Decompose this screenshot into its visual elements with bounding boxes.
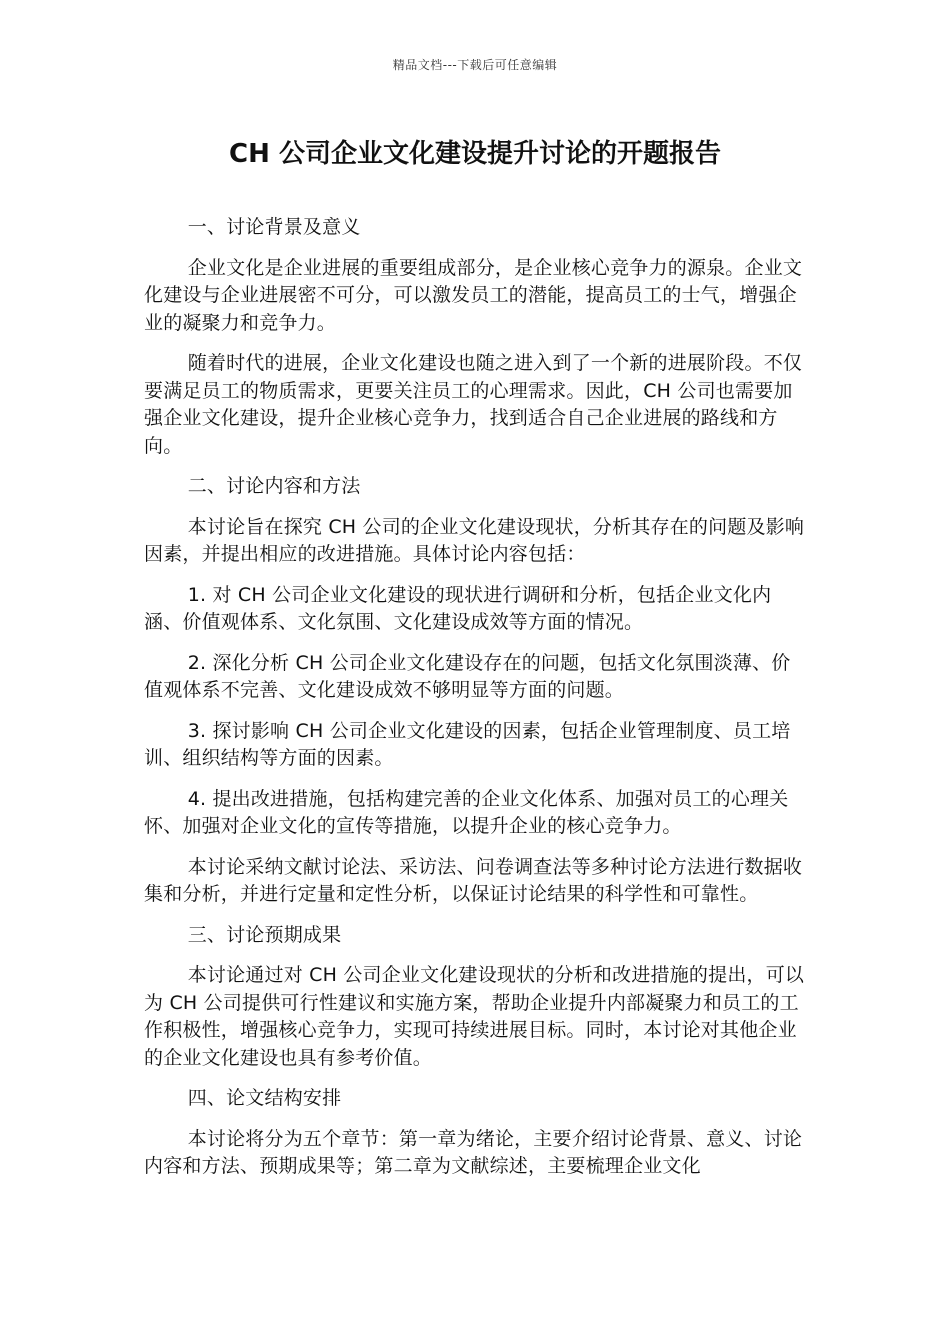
list-item: 1. 对 CH 公司企业文化建设的现状进行调研和分析，包括企业文化内涵、价值观体系、文化氛围、文化建设成效等方面的情况。	[144, 583, 772, 633]
section-structure	[144, 1085, 809, 1181]
section-heading: 一、讨论背景及意义	[187, 216, 361, 238]
paragraph: 本讨论通过对 CH 公司企业文化建设现状的分析和改进措施的提出，可以为 CH 公司提供可行性建议和实施方案，帮助企业提升内部凝聚力和员工的工作积极性，增强核心竞争力，实现可持续进展目标。同时，本讨论对其他企业的企业文化建设也具有参考价值。	[144, 964, 805, 1069]
section-heading: 三、讨论预期成果	[187, 923, 342, 946]
section-heading: 二、讨论内容和方法	[187, 475, 361, 497]
paragraph: 本讨论采纳文献讨论法、采访法、问卷调查法等多种讨论方法进行数据收集和分析，并进行定量和定性分析，以保证讨论结果的科学性和可靠性。	[144, 855, 803, 905]
section-content-methods	[144, 473, 809, 909]
section-background	[144, 214, 809, 460]
document-title: CH 公司企业文化建设提升讨论的开题报告	[229, 139, 721, 169]
paragraph: 本讨论将分为五个章节：第一章为绪论，主要介绍讨论背景、意义、讨论内容和方法、预期成果等；第二章为文献综述，主要梳理企业文化	[144, 1127, 803, 1177]
page-header-note: 精品文档---下载后可任意编辑	[392, 58, 558, 72]
section-expected-results	[144, 922, 809, 1073]
list-item: 4. 提出改进措施，包括构建完善的企业文化体系、加强对员工的心理关怀、加强对企业文化的宣传等措施，以提升企业的核心竞争力。	[144, 787, 789, 837]
paragraph: 随着时代的进展，企业文化建设也随之进入到了一个新的进展阶段。不仅要满足员工的物质需求，更要关注员工的心理需求。因此，CH 公司也需要加强企业文化建设，提升企业核心竞争力，找到适合自己企业进展的路线和方向。	[144, 352, 803, 457]
document-body	[144, 214, 809, 1194]
list-item: 2. 深化分析 CH 公司企业文化建设存在的问题，包括文化氛围淡薄、价值观体系不完善、文化建设成效不够明显等方面的问题。	[144, 651, 791, 701]
paragraph: 本讨论旨在探究 CH 公司的企业文化建设现状，分析其存在的问题及影响因素，并提出相应的改进措施。具体讨论内容包括：	[144, 515, 805, 565]
section-heading: 四、论文结构安排	[187, 1087, 342, 1109]
list-item: 3. 探讨影响 CH 公司企业文化建设的因素，包括企业管理制度、员工培训、组织结构等方面的因素。	[144, 719, 791, 769]
paragraph: 企业文化是企业进展的重要组成部分，是企业核心竞争力的源泉。企业文化建设与企业进展密不可分，可以激发员工的潜能，提高员工的士气，增强企业的凝聚力和竞争力。	[144, 256, 803, 334]
